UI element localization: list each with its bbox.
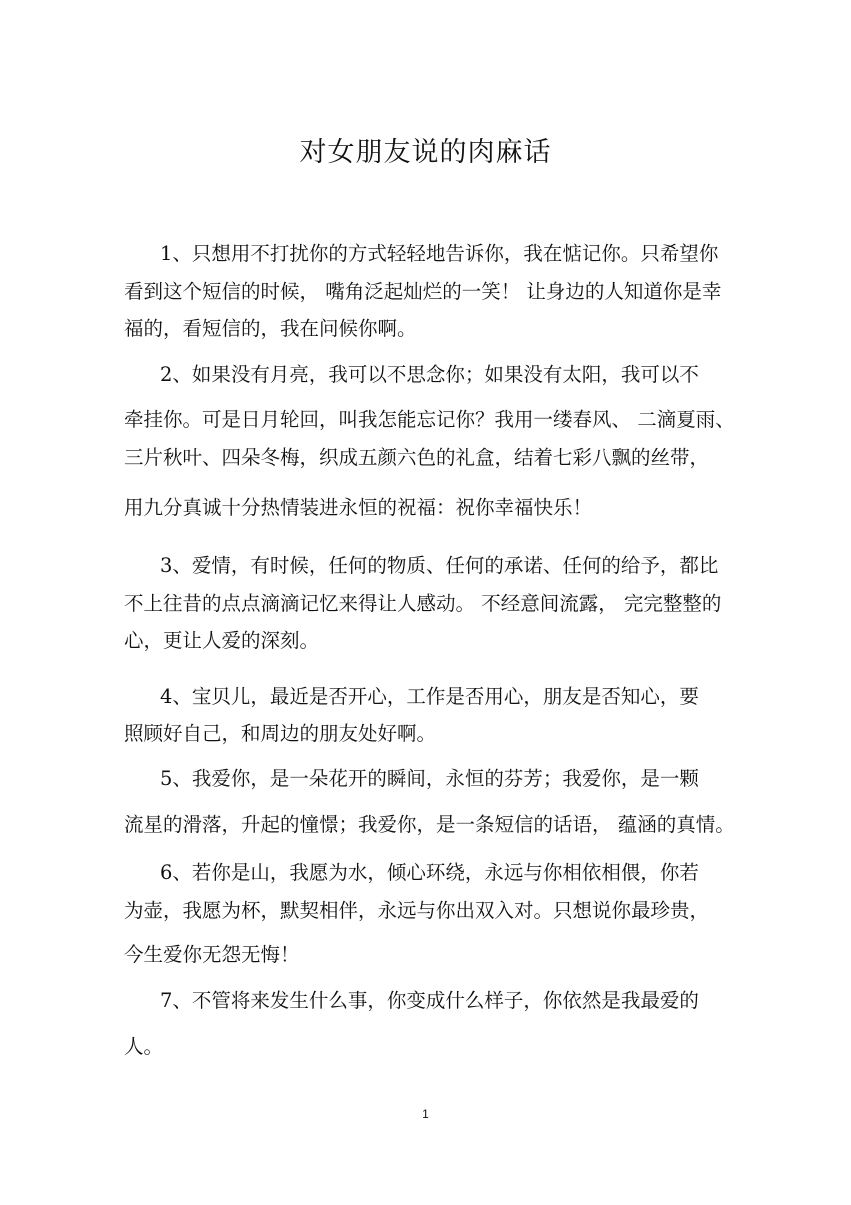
paragraph-line: 用九分真诚十分热情装进永恒的祝福：祝你幸福快乐！ [124,496,593,519]
paragraph-line: 7、不管将来发生什么事，你变成什么样子，你依然是我最爱的 [160,989,699,1012]
page-number: 1 [422,1107,429,1121]
paragraph-line: 为壶，我愿为杯，默契相伴，永远与你出双入对。只想说你最珍贵， [124,899,710,922]
paragraph-line: 3、爱情，有时候，任何的物质、任何的承诺、任何的给予，都比 [160,554,719,577]
paragraph-line: 心，更让人爱的深刻。 [124,629,320,652]
paragraph-line: 4、宝贝儿，最近是否开心，工作是否用心，朋友是否知心，要 [160,685,699,708]
paragraph-line: 福的，看短信的，我在问候你啊。 [124,317,417,340]
paragraph-line: 人。 [124,1035,164,1058]
paragraph-line: 三片秋叶、四朵冬梅，织成五颜六色的礼盒，结着七彩八飘的丝带， [124,446,710,469]
paragraph-line: 今生爱你无怨无悔！ [124,943,300,966]
paragraph-line: 5、我爱你，是一朵花开的瞬间，永恒的芬芳；我爱你，是一颗 [160,767,699,790]
paragraph-line: 不上往昔的点点滴滴记忆来得让人感动。 不经意间流露， 完完整整的 [124,592,722,615]
paragraph-line: 2、如果没有月亮，我可以不思念你；如果没有太阳，我可以不 [160,363,699,386]
paragraph-line: 流星的滑落，升起的憧憬；我爱你，是一条短信的话语， 蕴涵的真情。 [124,813,735,836]
paragraph-line: 1、只想用不打扰你的方式轻轻地告诉你，我在惦记你。只希望你 [160,242,719,265]
paragraph-line: 牵挂你。可是日月轮回，叫我怎能忘记你？我用一缕春风、 二滴夏雨、 [124,408,735,431]
document-title: 对女朋友说的肉麻话 [299,137,552,168]
paragraph-line: 看到这个短信的时候， 嘴角泛起灿烂的一笑！ 让身边的人知道你是幸 [124,280,722,303]
paragraph-line: 6、若你是山，我愿为水，倾心环绕，永远与你相依相偎，你若 [160,861,699,884]
paragraph-line: 照顾好自己，和周边的朋友处好啊。 [124,722,437,745]
